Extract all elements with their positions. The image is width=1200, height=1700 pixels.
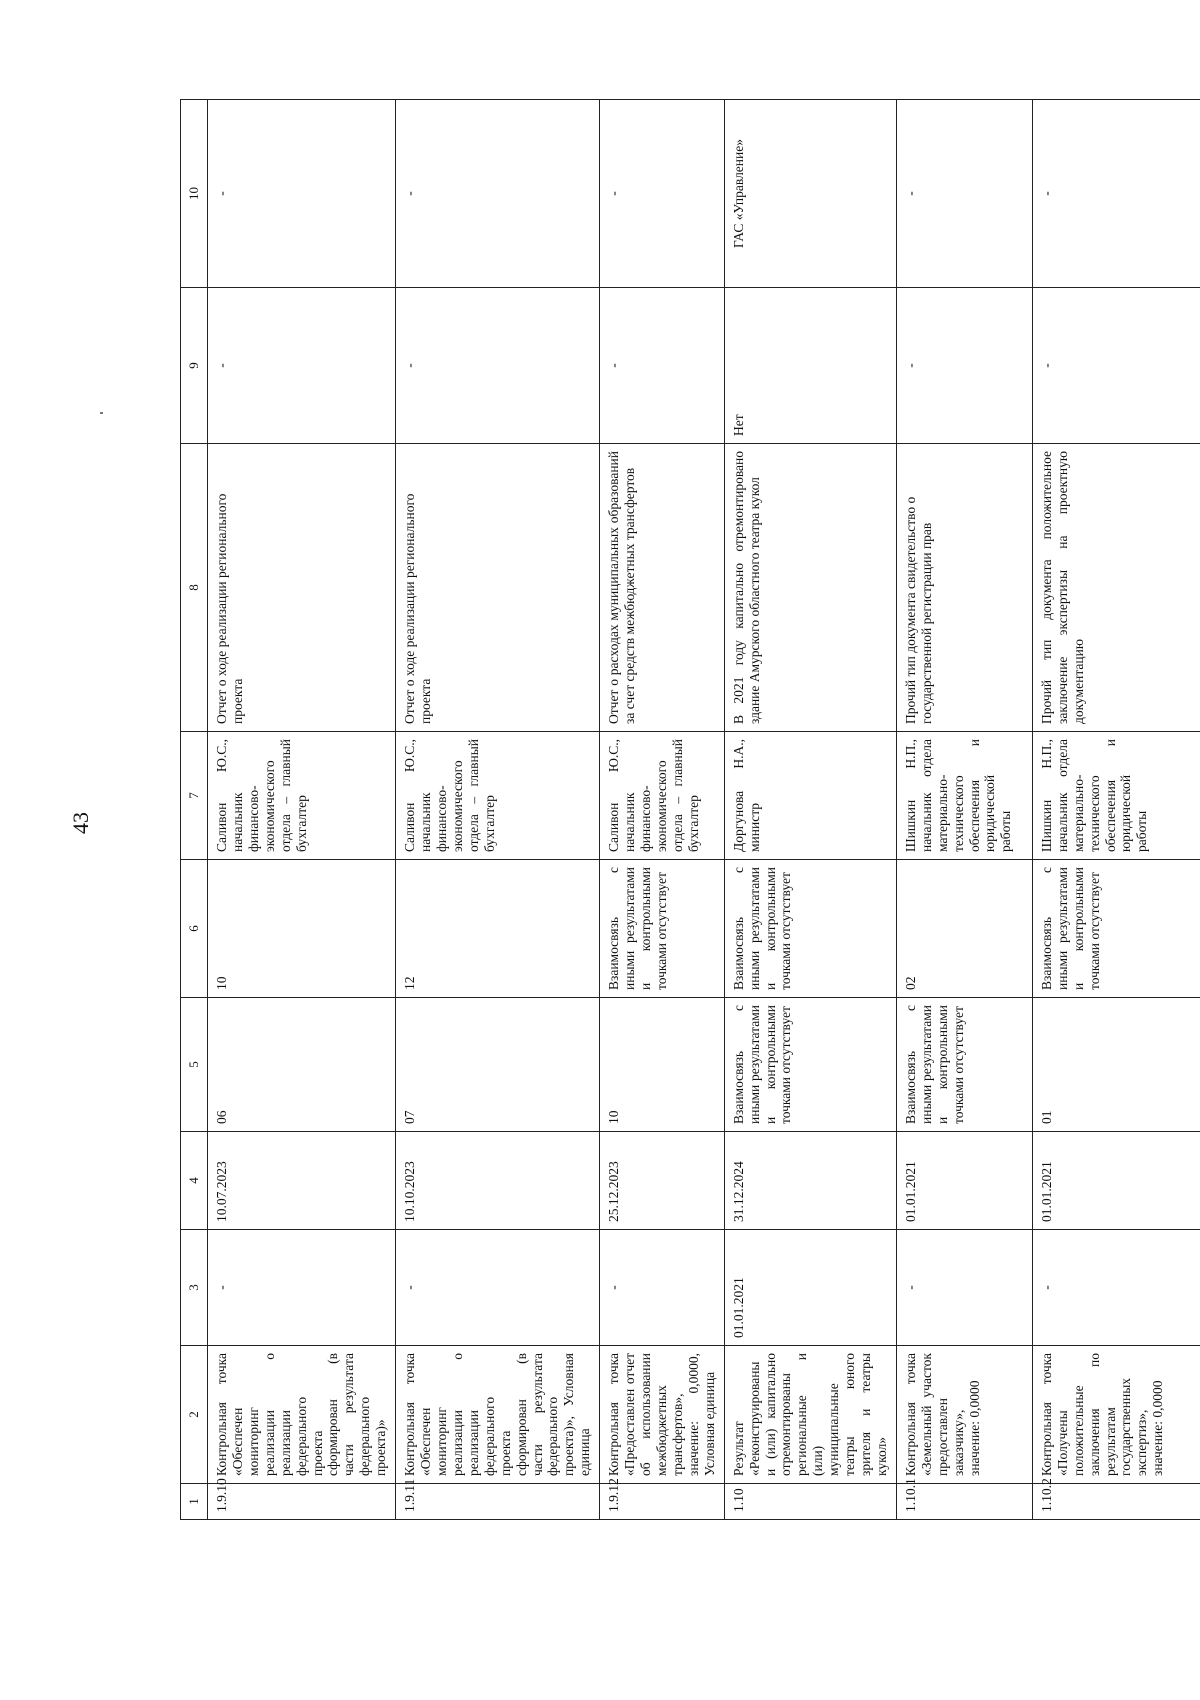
- cell-end-date: 01.01.2021: [896, 1132, 1032, 1230]
- cell-successor: Взаимосвязь с иными результатами и контрольными точками отсутствует: [600, 860, 724, 998]
- cell-info-system: -: [396, 100, 600, 288]
- cell-document: Прочий тип документа свидетельство о государственной регистрации прав: [896, 444, 1032, 732]
- header-cell: 1: [181, 1484, 208, 1520]
- row-number: 1.9.10: [208, 1484, 396, 1520]
- cell-successor: 02: [896, 860, 1032, 998]
- cell-predecessor: 06: [208, 998, 396, 1132]
- table-row: [724, 100, 896, 1520]
- header-cell: 6: [181, 860, 208, 998]
- cell-document: В 2021 году капитально отремонтировано здание Амурского областного театра кукол: [724, 444, 896, 732]
- cell-name: Контрольная точка «Обеспечен мониторинг реализации о реализации федерального проекта сформирован (в части результата федерального проекта)»: [208, 1346, 396, 1484]
- cell-successor: Взаимосвязь с иными результатами и контрольными точками отсутствует: [1032, 860, 1200, 998]
- table-row: [896, 100, 1032, 1520]
- cell-end-date: 10.07.2023: [208, 1132, 396, 1230]
- cell-responsible: Шишкин Н.П., начальник отдела материально-технического обеспечения и юридической работы: [896, 732, 1032, 860]
- cell-predecessor: Взаимосвязь с иными результатами и контрольными точками отсутствует: [896, 998, 1032, 1132]
- cell-responsible: Саливон Ю.С., начальник финансово-экономического отдела – главный бухгалтер: [208, 732, 396, 860]
- row-number: 1.10.2: [1032, 1484, 1200, 1520]
- cell-info-system: -: [1032, 100, 1200, 288]
- cell-name: Контрольная точка «Земельный участок предоставлен заказчику», значение: 0,0000: [896, 1346, 1032, 1484]
- project-table: [180, 99, 1200, 1520]
- cell-info-system: -: [600, 100, 724, 288]
- header-cell: 9: [181, 288, 208, 444]
- cell-approval: -: [600, 288, 724, 444]
- cell-approval: -: [1032, 288, 1200, 444]
- cell-successor: 10: [208, 860, 396, 998]
- table-row: [208, 100, 396, 1520]
- cell-predecessor: 01: [1032, 998, 1200, 1132]
- cell-successor: Взаимосвязь с иными результатами и контрольными точками отсутствует: [724, 860, 896, 998]
- cell-responsible: Саливон Ю.С., начальник финансово-экономического отдела – главный бухгалтер: [600, 732, 724, 860]
- cell-document: Отчет о ходе реализации регионального проекта: [208, 444, 396, 732]
- cell-start-date: -: [208, 1230, 396, 1346]
- cell-approval: -: [208, 288, 396, 444]
- cell-responsible: Шишкин Н.П., начальник отдела материально-технического обеспечения и юридической работы: [1032, 732, 1200, 860]
- header-cell: 4: [181, 1132, 208, 1230]
- row-number: 1.10.1: [896, 1484, 1032, 1520]
- row-number: 1.9.12: [600, 1484, 724, 1520]
- cell-document: Прочий тип документа положительное заключение экспертизы на проектную документацию: [1032, 444, 1200, 732]
- scan-speck: [100, 412, 103, 414]
- cell-end-date: 10.10.2023: [396, 1132, 600, 1230]
- cell-responsible: Саливон Ю.С., начальник финансово-экономического отдела – главный бухгалтер: [396, 732, 600, 860]
- cell-end-date: 01.01.2021: [1032, 1132, 1200, 1230]
- cell-responsible: Доргунова Н.А., министр: [724, 732, 896, 860]
- cell-predecessor: Взаимосвязь с иными результатами и контрольными точками отсутствует: [724, 998, 896, 1132]
- header-cell: 2: [181, 1346, 208, 1484]
- cell-name: Результат «Реконструированы и (или) капитально отремонтированы региональные и (или) муниципальные театры юного зрителя и театры кукол»: [724, 1346, 896, 1484]
- header-cell: 5: [181, 998, 208, 1132]
- cell-info-system: ГАС «Управление»: [724, 100, 896, 288]
- cell-end-date: 25.12.2023: [600, 1132, 724, 1230]
- cell-successor: 12: [396, 860, 600, 998]
- cell-approval: Нет: [724, 288, 896, 444]
- cell-predecessor: 10: [600, 998, 724, 1132]
- table-row: [600, 100, 724, 1520]
- rotated-table-sheet: [180, 100, 1166, 1520]
- cell-approval: -: [896, 288, 1032, 444]
- cell-document: Отчет о расходах муниципальных образований за счет средств межбюджетных трансфертов: [600, 444, 724, 732]
- table-row: [396, 100, 600, 1520]
- cell-predecessor: 07: [396, 998, 600, 1132]
- row-number: 1.9.11: [396, 1484, 600, 1520]
- header-cell: 10: [181, 100, 208, 288]
- cell-info-system: -: [896, 100, 1032, 288]
- cell-start-date: -: [1032, 1230, 1200, 1346]
- header-cell: 8: [181, 444, 208, 732]
- cell-start-date: -: [600, 1230, 724, 1346]
- table-row: [1032, 100, 1200, 1520]
- cell-name: Контрольная точка «Обеспечен мониторинг реализации о реализации федерального проекта сформирован (в части результата федерального проекта)», Условная единица: [396, 1346, 600, 1484]
- cell-start-date: -: [896, 1230, 1032, 1346]
- header-row: [181, 100, 208, 1520]
- cell-start-date: -: [396, 1230, 600, 1346]
- cell-name: Контрольная точка «Предоставлен отчет об использовании межбюджетных трансфертов», значение: 0,0000, Условная единица: [600, 1346, 724, 1484]
- cell-name: Контрольная точка «Получены положительные заключения по результатам государственных экспертиз», значение: 0,0000: [1032, 1346, 1200, 1484]
- cell-approval: -: [396, 288, 600, 444]
- header-cell: 3: [181, 1230, 208, 1346]
- cell-start-date: 01.01.2021: [724, 1230, 896, 1346]
- cell-info-system: -: [208, 100, 396, 288]
- page-number: 43: [68, 812, 93, 834]
- cell-end-date: 31.12.2024: [724, 1132, 896, 1230]
- header-cell: 7: [181, 732, 208, 860]
- cell-document: Отчет о ходе реализации регионального проекта: [396, 444, 600, 732]
- row-number: 1.10: [724, 1484, 896, 1520]
